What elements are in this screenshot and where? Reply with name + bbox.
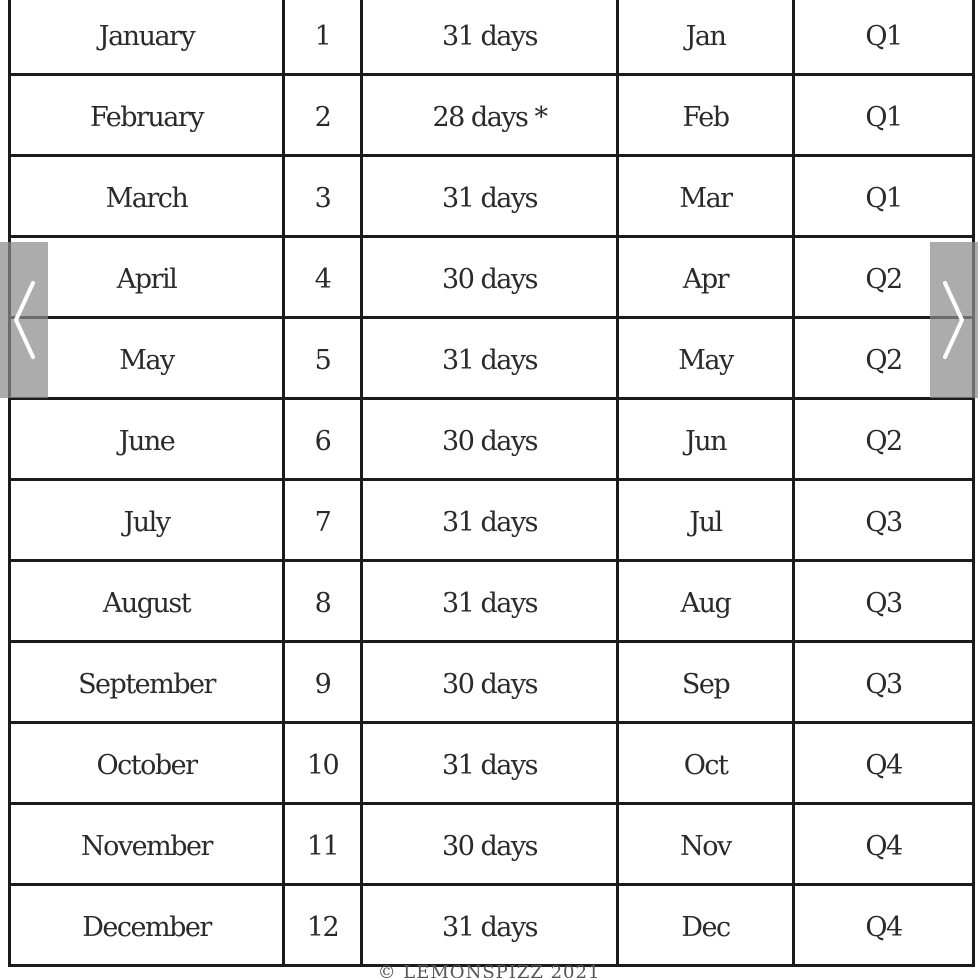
abbreviation-cell: Sep (618, 642, 794, 723)
month-cell: September (10, 642, 284, 723)
days-cell: 31 days (362, 885, 618, 966)
previous-image-button[interactable] (0, 242, 48, 398)
days-cell: 31 days (362, 318, 618, 399)
quarter-cell: Q3 (794, 561, 974, 642)
abbreviation-cell: Jul (618, 480, 794, 561)
month-cell: November (10, 804, 284, 885)
quarter-cell: Q2 (794, 318, 974, 399)
month-cell: December (10, 885, 284, 966)
quarter-cell: Q4 (794, 804, 974, 885)
month-number-cell: 12 (284, 885, 362, 966)
abbreviation-cell: Dec (618, 885, 794, 966)
days-cell: 31 days (362, 723, 618, 804)
abbreviation-cell: Aug (618, 561, 794, 642)
table-row (10, 480, 974, 561)
table-row (10, 318, 974, 399)
months-table (8, 0, 975, 967)
months-table-body (10, 0, 974, 966)
table-row (10, 885, 974, 966)
quarter-cell: Q2 (794, 399, 974, 480)
abbreviation-cell: Jun (618, 399, 794, 480)
month-cell: May (10, 318, 284, 399)
month-cell: October (10, 723, 284, 804)
table-row (10, 75, 974, 156)
table-row (10, 561, 974, 642)
table-row (10, 156, 974, 237)
days-cell: 31 days (362, 0, 618, 75)
next-image-button[interactable] (930, 242, 978, 398)
month-number-cell: 11 (284, 804, 362, 885)
month-cell: April (10, 237, 284, 318)
month-cell: August (10, 561, 284, 642)
month-cell: July (10, 480, 284, 561)
month-number-cell: 2 (284, 75, 362, 156)
month-cell: June (10, 399, 284, 480)
table-row (10, 0, 974, 75)
quarter-cell: Q2 (794, 237, 974, 318)
abbreviation-cell: Apr (618, 237, 794, 318)
abbreviation-cell: May (618, 318, 794, 399)
month-number-cell: 8 (284, 561, 362, 642)
chevron-left-icon (13, 265, 35, 375)
month-cell: February (10, 75, 284, 156)
month-cell: March (10, 156, 284, 237)
month-number-cell: 7 (284, 480, 362, 561)
table-row (10, 642, 974, 723)
abbreviation-cell: Feb (618, 75, 794, 156)
table-row (10, 399, 974, 480)
month-number-cell: 6 (284, 399, 362, 480)
days-cell: 28 days * (362, 75, 618, 156)
abbreviation-cell: Jan (618, 0, 794, 75)
days-cell: 30 days (362, 642, 618, 723)
days-cell: 30 days (362, 399, 618, 480)
table-row (10, 237, 974, 318)
month-number-cell: 9 (284, 642, 362, 723)
abbreviation-cell: Oct (618, 723, 794, 804)
days-cell: 31 days (362, 480, 618, 561)
days-cell: 30 days (362, 237, 618, 318)
month-number-cell: 10 (284, 723, 362, 804)
table-row (10, 723, 974, 804)
quarter-cell: Q1 (794, 0, 974, 75)
quarter-cell: Q1 (794, 75, 974, 156)
month-number-cell: 1 (284, 0, 362, 75)
abbreviation-cell: Mar (618, 156, 794, 237)
copyright-watermark: © LEMONSPIZZ 2021 (377, 962, 601, 978)
month-number-cell: 5 (284, 318, 362, 399)
month-number-cell: 3 (284, 156, 362, 237)
quarter-cell: Q3 (794, 480, 974, 561)
days-cell: 30 days (362, 804, 618, 885)
month-number-cell: 4 (284, 237, 362, 318)
quarter-cell: Q1 (794, 156, 974, 237)
chevron-right-icon (943, 265, 965, 375)
days-cell: 31 days (362, 561, 618, 642)
quarter-cell: Q3 (794, 642, 974, 723)
table-row (10, 804, 974, 885)
month-cell: January (10, 0, 284, 75)
quarter-cell: Q4 (794, 885, 974, 966)
quarter-cell: Q4 (794, 723, 974, 804)
abbreviation-cell: Nov (618, 804, 794, 885)
days-cell: 31 days (362, 156, 618, 237)
